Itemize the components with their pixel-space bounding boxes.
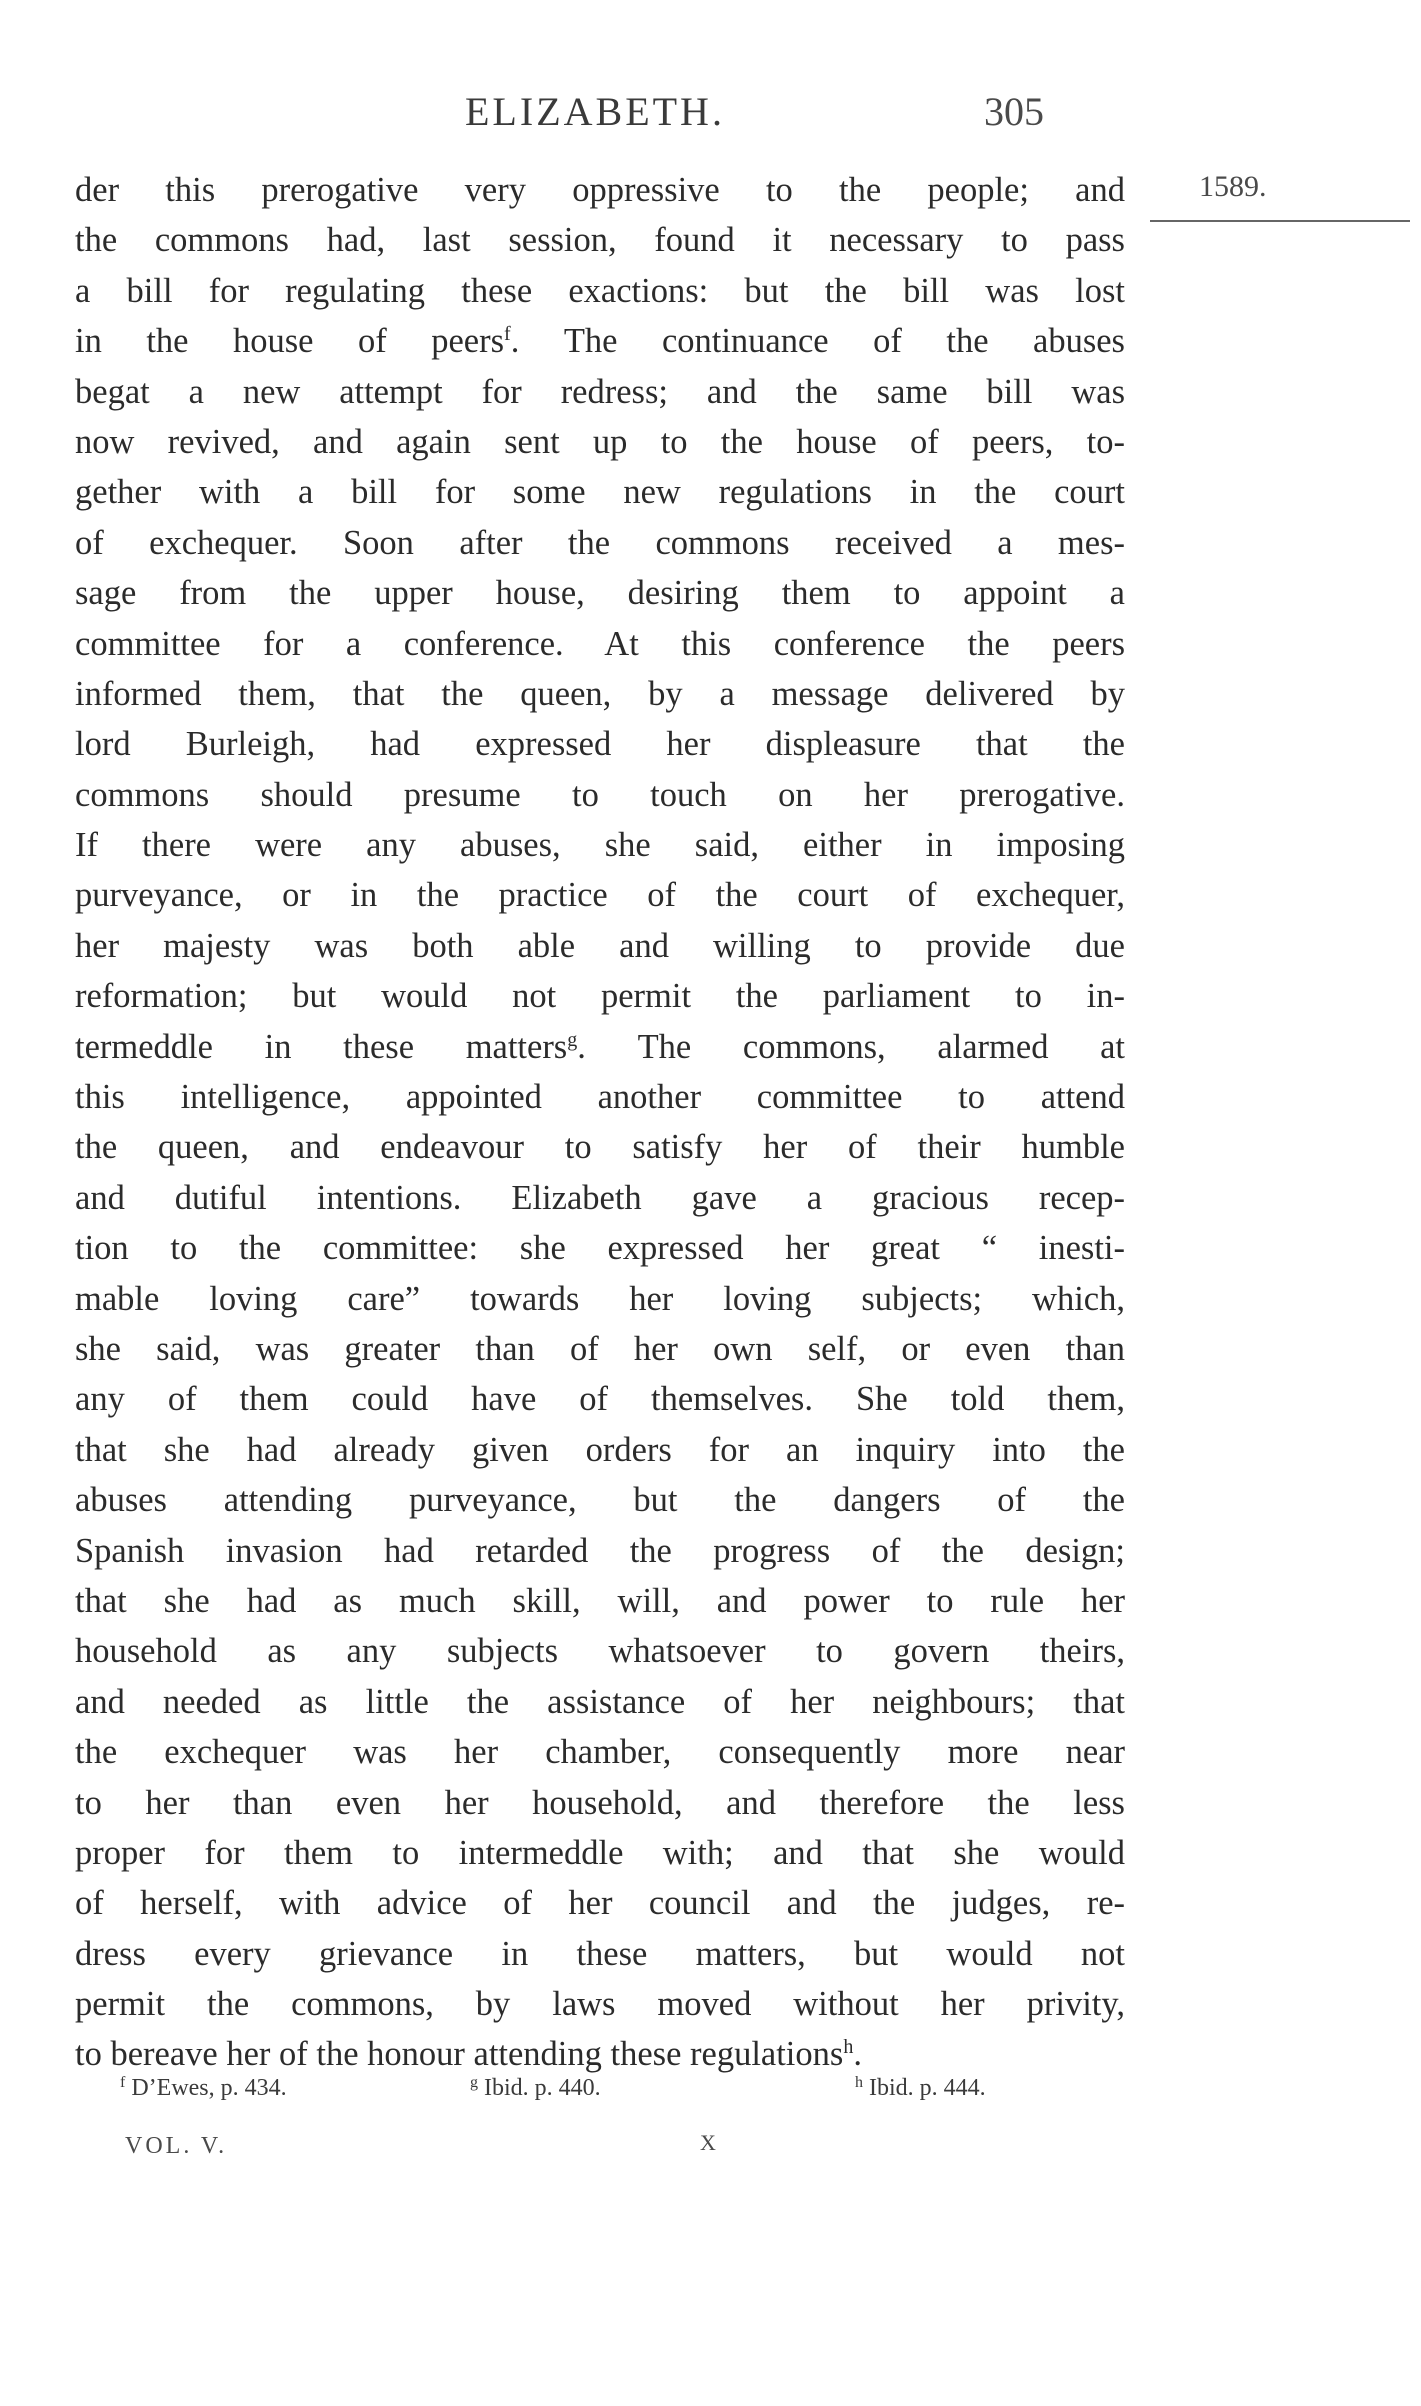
text-line: mable loving care” towards her loving subjects; which, [75, 1279, 1125, 1318]
text-line: a bill for regulating these exactions: but the bill was lost [75, 271, 1125, 310]
text-line: to her than even her household, and therefore the less [75, 1783, 1125, 1822]
text-line [75, 2029, 1125, 2079]
footnote-ref: g [567, 1028, 578, 1051]
text-line: and dutiful intentions. Elizabeth gave a gracious recep- [75, 1178, 1125, 1217]
text-line: of exchequer. Soon after the commons received a mes- [75, 523, 1125, 562]
text-line: tion to the committee: she expressed her great “ inesti- [75, 1229, 1125, 1268]
signature-mark: X [700, 2130, 716, 2155]
text-line: informed them, that the queen, by a message delivered by [75, 674, 1125, 713]
text-line: purveyance, or in the practice of the court of exchequer, [75, 876, 1125, 915]
volume-label: VOL. V. [125, 2133, 228, 2159]
footnote-mark: f [120, 2074, 126, 2091]
footnote-mark: h [855, 2074, 863, 2091]
text-line: of herself, with advice of her council and the judges, re- [75, 1884, 1125, 1923]
text-line: commons should presume to touch on her prerogative. [75, 775, 1125, 814]
marginal-rule [1150, 220, 1410, 222]
text-line: der this prerogative very oppressive to the people; and [75, 171, 1125, 209]
text-segment: . [577, 1027, 586, 1066]
text-line: lord Burleigh, had expressed her displeasure that the [75, 725, 1125, 764]
text-segment: to bereave her of the honour attending these regulations [75, 2035, 844, 2074]
text-line: she said, was greater than of her own self, or even than [75, 1329, 1125, 1368]
text-line: begat a new attempt for redress; and the same bill was [75, 372, 1125, 411]
text-line: sage from the upper house, desiring them to appoint a [75, 574, 1125, 613]
text-line: now revived, and again sent up to the house of peers, to- [75, 422, 1125, 461]
text-line: the exchequer was her chamber, consequently more near [75, 1733, 1125, 1772]
text-line: and needed as little the assistance of her neighbours; that [75, 1682, 1125, 1721]
text-line [75, 1022, 1125, 1072]
footnote-text: D’Ewes, p. 434. [131, 2075, 287, 2101]
text-line: committee for a conference. At this conference the peers [75, 624, 1125, 663]
text-line: If there were any abuses, she said, either in imposing [75, 826, 1125, 865]
text-line [75, 316, 1125, 366]
text-line: household as any subjects whatsoever to govern theirs, [75, 1632, 1125, 1671]
footnote-ref: h [843, 2036, 854, 2059]
footnote [470, 2075, 601, 2102]
text-line: the queen, and endeavour to satisfy her of their humble [75, 1128, 1125, 1167]
text-segment: . [510, 322, 520, 361]
text-line: the commons had, last session, found it necessary to pass [75, 221, 1125, 260]
footnote [120, 2075, 287, 2102]
text-segment: in the house of peers [75, 322, 505, 361]
footnote-ref: f [504, 323, 511, 346]
text-line: permit the commons, by laws moved without her privity, [75, 1985, 1125, 2024]
text-line: abuses attending purveyance, but the dangers of the [75, 1481, 1125, 1520]
text-line: gether with a bill for some new regulations in the court [75, 473, 1125, 512]
text-line: any of them could have of themselves. She told them, [75, 1380, 1125, 1419]
footnote-mark: g [470, 2074, 478, 2091]
running-head: ELIZABETH. [465, 89, 725, 134]
text-line: Spanish invasion had retarded the progress of the design; [75, 1531, 1125, 1570]
footnote-text: Ibid. p. 440. [484, 2075, 601, 2101]
text-segment: The commons, alarmed at [637, 1027, 1126, 1066]
text-segment: The continuance of the abuses [563, 322, 1125, 361]
footnote [855, 2075, 986, 2102]
text-line: this intelligence, appointed another committee to attend [75, 1078, 1125, 1117]
text-segment: termeddle in these matters [75, 1027, 568, 1066]
text-segment: . [853, 2035, 862, 2074]
text-line: dress every grievance in these matters, but would not [75, 1934, 1125, 1973]
marginal-year: 1589. [1199, 170, 1267, 203]
text-line: reformation; but would not permit the parliament to in- [75, 977, 1125, 1016]
text-line: that she had as much skill, will, and power to rule her [75, 1581, 1125, 1620]
text-line: her majesty was both able and willing to provide due [75, 926, 1125, 965]
body-text [75, 165, 1125, 2080]
text-line: proper for them to intermeddle with; and that she would [75, 1833, 1125, 1872]
page-number: 305 [984, 89, 1044, 134]
footnote-text: Ibid. p. 444. [869, 2075, 986, 2101]
text-line: that she had already given orders for an inquiry into the [75, 1430, 1125, 1469]
